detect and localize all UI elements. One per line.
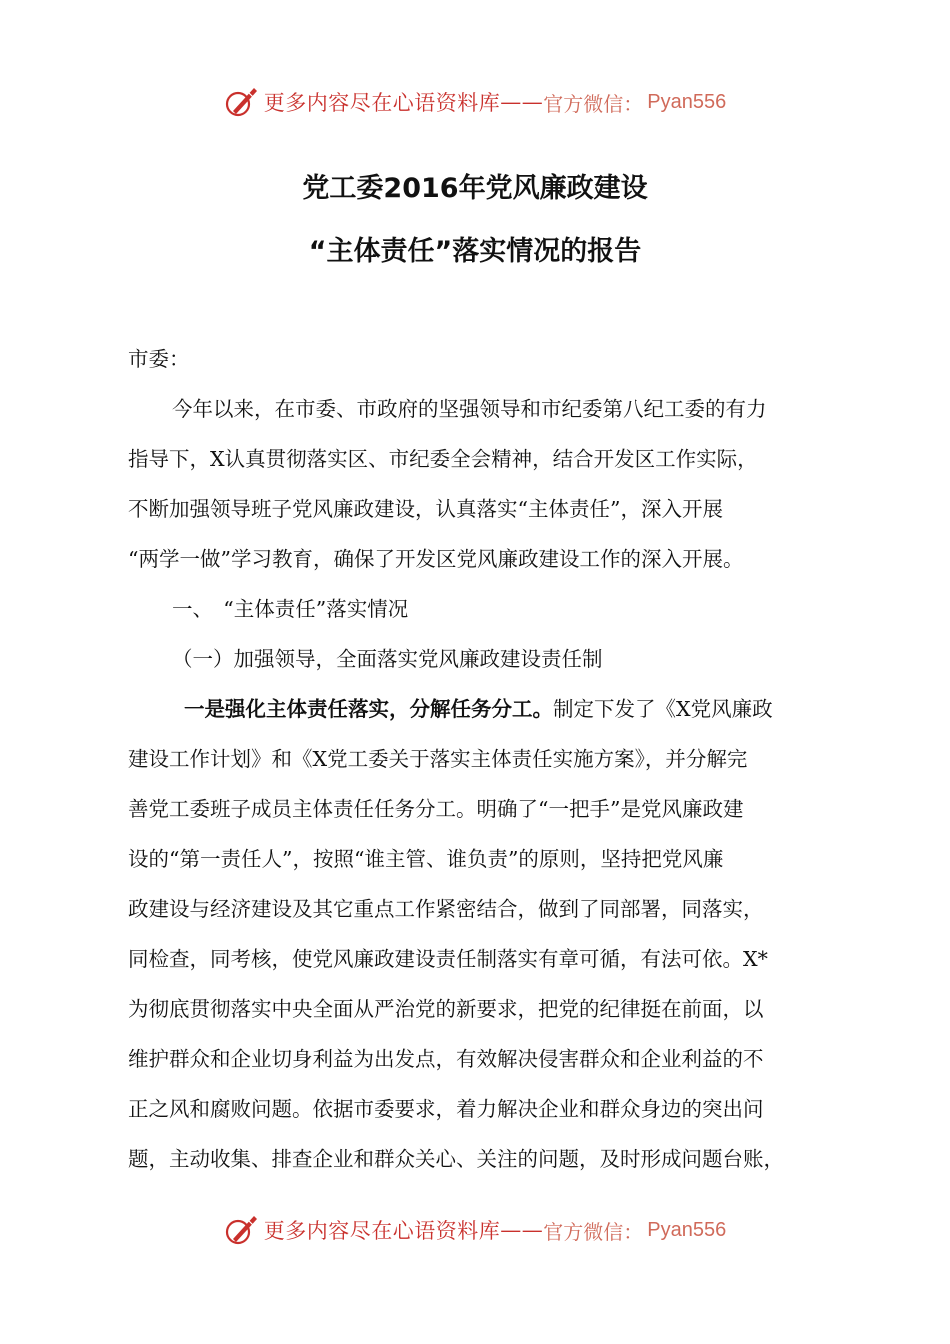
subsection-heading: （一）加强领导，全面落实党风廉政建设责任制 [172, 647, 603, 671]
banner-text: 更多内容尽在心语资料库 [263, 1219, 501, 1243]
paragraph-line: 设的“第一责任人”，按照“谁主管、谁负责”的原则，坚持把党风廉 [128, 847, 724, 871]
document-title-line-1: 党工委2016年党风廉政建设 [302, 173, 648, 204]
banner-wechat-label: 官方微信： [543, 91, 644, 116]
paragraph-line: 政建设与经济建设及其它重点工作紧密结合，做到了同部署，同落实， [128, 897, 764, 921]
paragraph-lead-rest: 制定下发了《X党风廉政 [553, 697, 773, 721]
banner-dash: —— [500, 1218, 544, 1242]
intro-line: 今年以来，在市委、市政府的坚强领导和市纪委第八纪工委的有力 [172, 397, 767, 421]
banner-wechat-label: 官方微信： [543, 1219, 644, 1244]
intro-line: “两学一做”学习教育，确保了开发区党风廉政建设工作的深入开展。 [128, 547, 744, 571]
banner-text: 更多内容尽在心语资料库 [263, 91, 501, 115]
document-body [128, 340, 833, 1190]
quill-pen-logo-icon [224, 1212, 260, 1248]
footer-banner [0, 1210, 950, 1250]
paragraph-line: 题，主动收集、排查企业和群众关心、关注的问题，及时形成问题台账， [128, 1147, 784, 1171]
banner-wechat-id: Pyan556 [647, 1218, 727, 1241]
paragraph-line: 善党工委班子成员主体责任任务分工。明确了“一把手”是党风廉政建 [128, 797, 744, 821]
paragraph-first-line [128, 690, 833, 740]
intro-line: 指导下，X认真贯彻落实区、市纪委全会精神，结合开发区工作实际， [128, 447, 758, 471]
quill-pen-logo-icon [224, 84, 260, 120]
paragraph-lead-bold: 一是强化主体责任落实，分解任务分工。 [184, 697, 553, 721]
section-heading: 一、 “主体责任”落实情况 [172, 597, 409, 621]
paragraph-line: 同检查，同考核，使党风廉政建设责任制落实有章可循，有法可依。X* [128, 947, 768, 971]
intro-line: 不断加强领导班子党风廉政建设，认真落实“主体责任”，深入开展 [128, 497, 723, 521]
paragraph-line: 维护群众和企业切身利益为出发点，有效解决侵害群众和企业利益的不 [128, 1047, 764, 1071]
paragraph-line: 建设工作计划》和《X党工委关于落实主体责任实施方案》，并分解完 [128, 747, 748, 771]
header-banner [0, 82, 950, 122]
document-title-line-2: “主体责任”落实情况的报告 [308, 236, 642, 267]
banner-wechat-id: Pyan556 [647, 90, 727, 113]
paragraph-line: 为彻底贯彻落实中央全面从严治党的新要求，把党的纪律挺在前面，以 [128, 997, 764, 1021]
banner-dash: —— [500, 90, 544, 114]
paragraph-line: 正之风和腐败问题。依据市委要求，着力解决企业和群众身边的突出问 [128, 1097, 764, 1121]
salutation: 市委： [128, 347, 190, 371]
